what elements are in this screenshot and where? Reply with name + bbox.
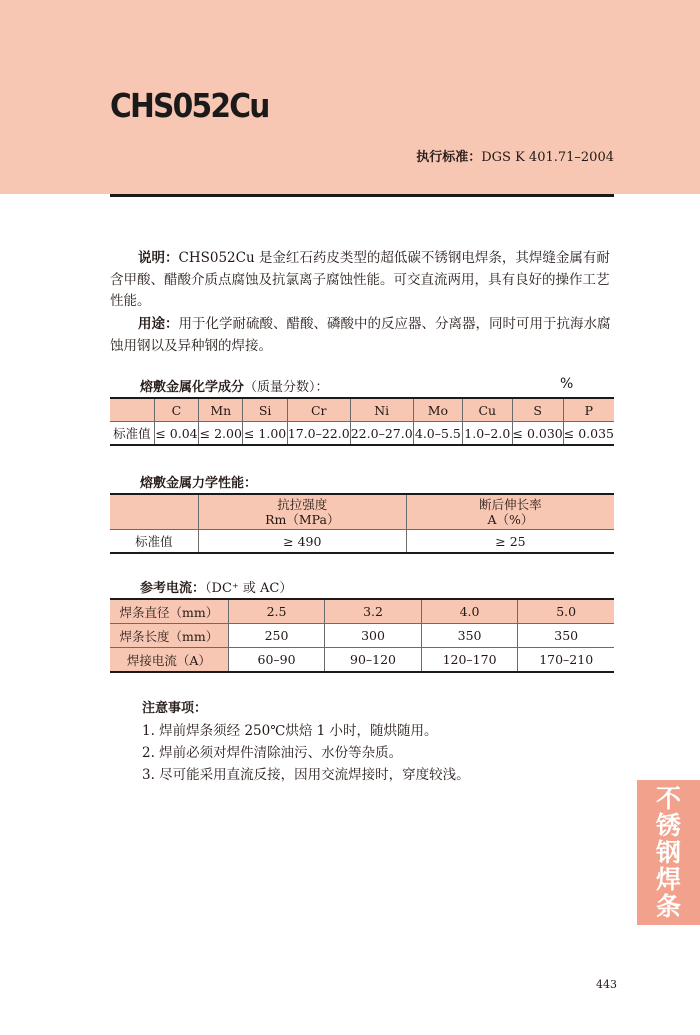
table-row xyxy=(110,648,614,673)
table-header-cell: S xyxy=(512,398,563,422)
side-tab-char: 条 xyxy=(655,892,681,921)
side-tab-char: 不 xyxy=(655,784,681,813)
standard-value: DGS K 401.71–2004 xyxy=(481,150,614,165)
table-cell: ≤ 0.04 xyxy=(154,422,198,446)
table-row-label: 焊条直径（mm） xyxy=(110,599,228,624)
standard-line xyxy=(416,146,614,165)
list-item: 3. 尽可能采用直流反接，因用交流焊接时，穿度较浅。 xyxy=(142,767,470,783)
page-number: 443 xyxy=(596,978,617,991)
table-header-cell: Cu xyxy=(463,398,512,422)
side-tab-char: 锈 xyxy=(655,811,681,840)
table-cell: 17.0–22.0 xyxy=(287,422,350,446)
table-cell: ≤ 1.00 xyxy=(243,422,287,446)
usage-paragraph xyxy=(110,314,614,357)
table-cell: 120–170 xyxy=(421,648,518,673)
table-row xyxy=(110,624,614,648)
table-row-label: 标准值 xyxy=(110,422,154,446)
description-paragraph xyxy=(110,248,614,313)
table-cell: ≥ 490 xyxy=(198,530,406,554)
reference-current-table xyxy=(110,598,614,673)
chemical-composition-table xyxy=(110,397,614,446)
tensile-strength-unit: Rm（MPa） xyxy=(265,512,340,527)
header-divider xyxy=(110,194,614,197)
table-cell: 2.5 xyxy=(228,599,324,624)
elongation-unit: A（%） xyxy=(487,512,534,527)
table-row-label: 标准值 xyxy=(110,530,198,554)
table-header-cell xyxy=(198,494,406,530)
chapter-side-tab xyxy=(637,780,700,925)
table-cell: 300 xyxy=(325,624,422,648)
current-section-title xyxy=(140,577,292,596)
mechanical-corner-cell xyxy=(110,494,198,530)
table-header-cell xyxy=(406,494,614,530)
table-cell: 3.2 xyxy=(325,599,422,624)
current-title: 参考电流： xyxy=(140,581,206,596)
standard-label: 执行标准： xyxy=(416,150,482,165)
table-cell: 4.0–5.5 xyxy=(413,422,462,446)
notes-section xyxy=(142,698,470,786)
table-cell: 1.0–2.0 xyxy=(463,422,512,446)
table-cell: 350 xyxy=(518,624,614,648)
current-note: （DC⁺ 或 AC） xyxy=(205,581,293,596)
table-cell: 350 xyxy=(421,624,518,648)
table-cell: 90–120 xyxy=(325,648,422,673)
table-cell: 22.0–27.0 xyxy=(350,422,413,446)
usage-text: 用于化学耐硫酸、醋酸、磷酸中的反应器、分离器，同时可用于抗海水腐蚀用钢以及异种钢的焊接。 xyxy=(110,316,611,354)
notes-title: 注意事项： xyxy=(142,701,208,716)
table-header-cell: C xyxy=(154,398,198,422)
table-header-cell: Ni xyxy=(350,398,413,422)
table-row-label: 焊条长度（mm） xyxy=(110,624,228,648)
table-cell: 250 xyxy=(228,624,324,648)
list-item: 1. 焊前焊条须经 250℃烘焙 1 小时，随烘随用。 xyxy=(142,723,438,739)
mechanical-value-row xyxy=(110,530,614,554)
table-cell: ≤ 0.030 xyxy=(512,422,563,446)
page-title: CHS052Cu xyxy=(110,86,269,125)
table-header-cell: Mn xyxy=(199,398,243,422)
table-header-cell: Mo xyxy=(413,398,462,422)
table-row-label: 焊接电流（A） xyxy=(110,648,228,673)
table-cell: 170–210 xyxy=(518,648,614,673)
description-text: CHS052Cu 是金红石药皮类型的超低碳不锈钢电焊条，其焊缝金属有耐含甲酸、醋酸介质点腐蚀及抗氯离子腐蚀性能。可交直流两用，具有良好的操作工艺性能。 xyxy=(110,250,610,309)
table-cell: 4.0 xyxy=(421,599,518,624)
table-row xyxy=(110,599,614,624)
table-cell: ≥ 25 xyxy=(406,530,614,554)
chemical-value-row xyxy=(110,422,614,446)
list-item: 2. 焊前必须对焊件清除油污、水份等杂质。 xyxy=(142,745,403,761)
description-label: 说明： xyxy=(138,250,179,266)
chemical-note: （质量分数）： xyxy=(244,380,329,395)
table-header-cell: Si xyxy=(243,398,287,422)
table-header-cell: Cr xyxy=(287,398,350,422)
mechanical-header-row xyxy=(110,494,614,530)
side-tab-char: 焊 xyxy=(655,865,681,894)
mechanical-properties-table xyxy=(110,493,614,554)
chemical-corner-cell xyxy=(110,398,154,422)
chemical-unit: % xyxy=(560,376,574,392)
chemical-section-title xyxy=(140,376,329,395)
table-cell: 5.0 xyxy=(518,599,614,624)
tensile-strength-name: 抗拉强度 xyxy=(277,497,328,512)
mechanical-section-title: 熔敷金属力学性能： xyxy=(140,476,258,491)
table-cell: ≤ 0.035 xyxy=(563,422,614,446)
chemical-title: 熔敷金属化学成分 xyxy=(140,380,245,395)
elongation-name: 断后伸长率 xyxy=(479,497,542,512)
usage-label: 用途： xyxy=(138,316,179,332)
table-header-cell: P xyxy=(563,398,614,422)
chemical-header-row xyxy=(110,398,614,422)
table-cell: ≤ 2.00 xyxy=(199,422,243,446)
side-tab-char: 钢 xyxy=(655,838,681,867)
table-cell: 60–90 xyxy=(228,648,324,673)
